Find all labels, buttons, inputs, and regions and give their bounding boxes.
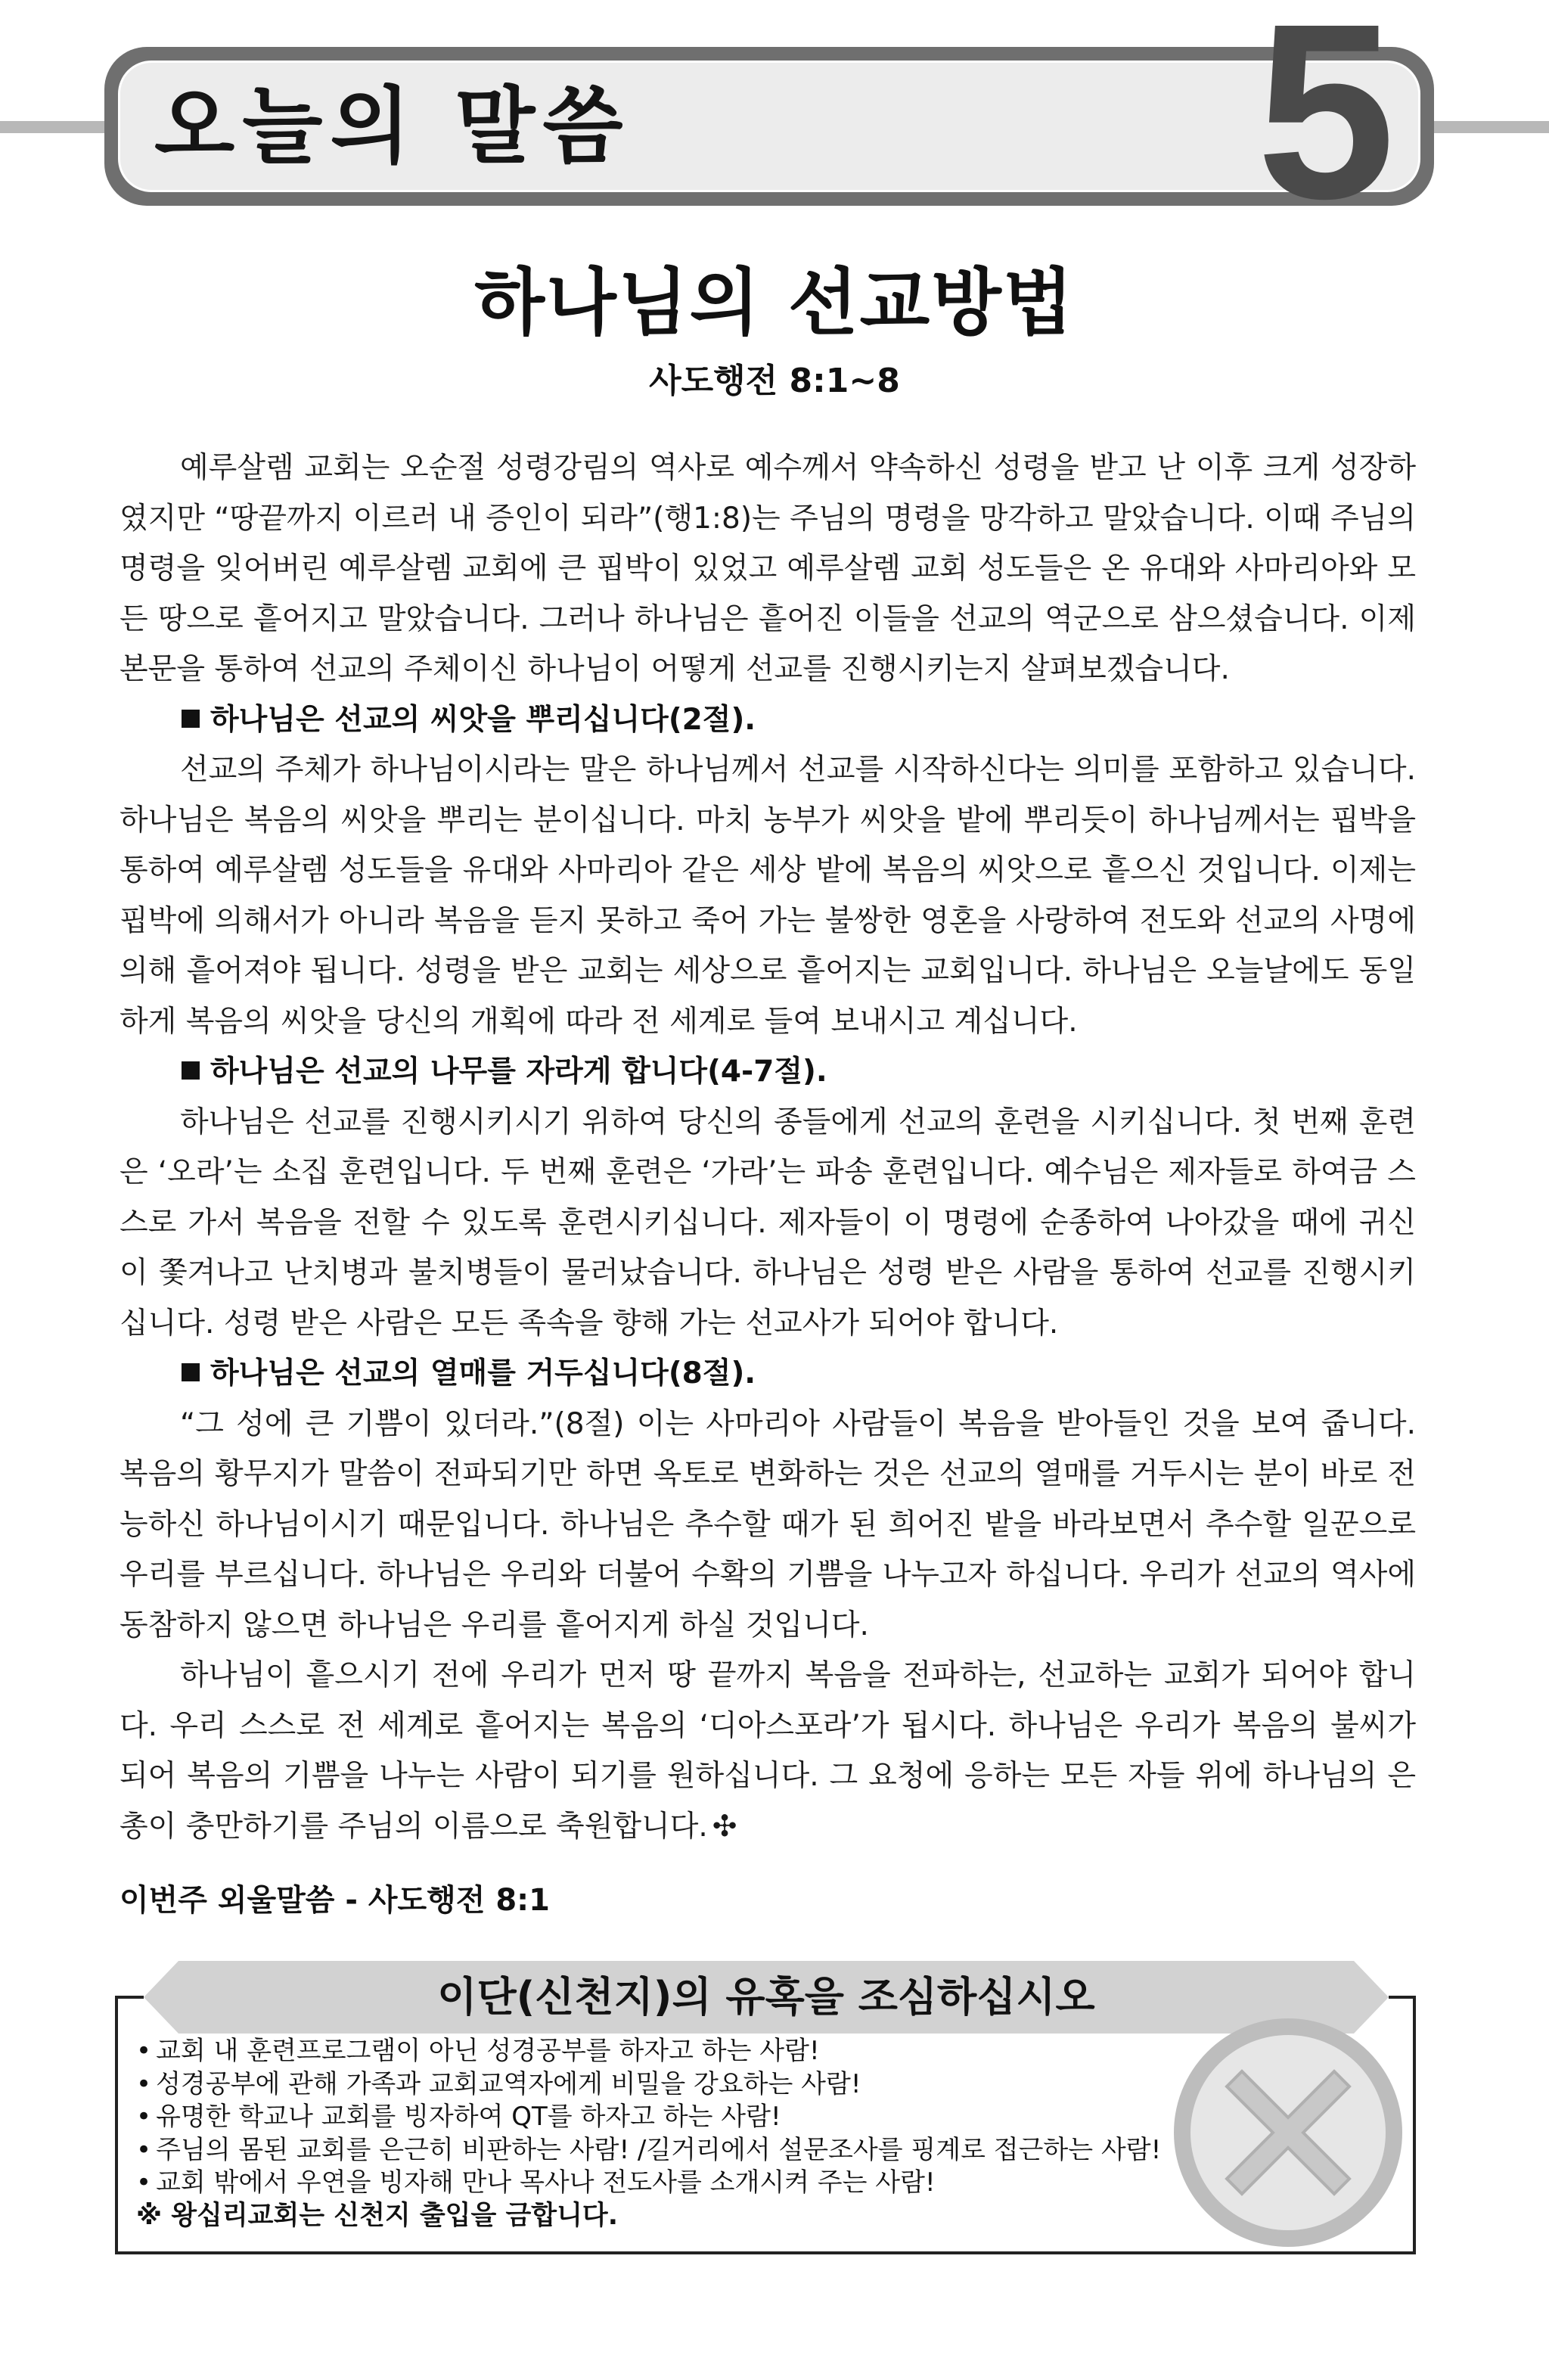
- end-ornament-icon: ✣: [712, 1809, 737, 1844]
- warning-item: • 주님의 몸된 교회를 은근히 비판하는 사람! /길거리에서 설문조사를 핑계로 접근하는 사람!: [136, 2134, 1392, 2167]
- sermon-body: [120, 443, 1416, 1852]
- scripture-reference: 사도행전 8:1~8: [649, 362, 900, 400]
- warning-item: • 성경공부에 관해 가족과 교회교역자에게 비밀을 강요하는 사람!: [136, 2068, 1392, 2102]
- point-heading-text: 하나님은 선교의 나무를 자라게 합니다(4-7절).: [210, 1055, 827, 1089]
- point-heading-text: 하나님은 선교의 씨앗을 뿌리십니다(2절).: [210, 702, 756, 737]
- warning-item: • 교회 내 훈련프로그램이 아닌 성경공부를 하자고 하는 사람!: [136, 2035, 1392, 2068]
- point-paragraph: 선교의 주체가 하나님이시라는 말은 하나님께서 선교를 시작하신다는 의미를 포함하고 있습니다. 하나님은 복음의 씨앗을 뿌리는 분이십니다. 마치 농부가 씨앗을 밭에 뿌리듯이 하나님께서는 핍박을 통하여 예루살렘 성도들을 유대와 사마리아 같은 세상 밭에 복음의 씨앗으로 흩으신 것입니다. 이제는 핍박에 의해서가 아니라 복음을 듣지 못하고 죽어 가는 불쌍한 영혼을 사랑하여 전도와 선교의 사명에 의해 흩어져야 됩니다. 성령을 받은 교회는 세상으로 흩어지는 교회입니다. 하나님은 오늘날에도 동일하게 복음의 씨앗을 당신의 개획에 따라 전 세계로 들여 보내시고 계십니다.: [120, 753, 1416, 1039]
- point-paragraph: 하나님은 선교를 진행시키시기 위하여 당신의 종들에게 선교의 훈련을 시키십니다. 첫 번째 훈련은 ‘오라’는 소집 훈련입니다. 두 번째 훈련은 ‘가라’는 파송 훈련입니다. 예수님은 제자들로 하여금 스스로 가서 복음을 전할 수 있도록 훈련시키십니다. 제자들이 이 명령에 순종하여 나아갔을 때에 귀신이 쫓겨나고 난치병과 불치병들이 물러났습니다. 하나님은 성령 받은 사람을 통하여 선교를 진행시키십니다. 성령 받은 사람은 모든 족속을 향해 가는 선교사가 되어야 합니다.: [120, 1105, 1416, 1341]
- square-bullet-icon: [182, 1061, 200, 1080]
- warning-item: • 유명한 학교나 교회를 빙자하여 QT를 하자고 하는 사람!: [136, 2101, 1392, 2134]
- square-bullet-icon: [182, 710, 200, 728]
- section-number: 5: [1256, 0, 1391, 250]
- point-heading: [120, 695, 1416, 746]
- warning-list: [136, 2035, 1392, 2232]
- point-paragraph: “그 성에 큰 기쁨이 있더라.”(8절) 이는 사마리아 사람들이 복음을 받아들인 것을 보여 줍니다. 복음의 황무지가 말씀이 전파되기만 하면 옥토로 변화하는 것은 선교의 열매를 거두시는 분이 바로 전능하신 하나님이시기 때문입니다. 하나님은 추수할 때가 된 희어진 밭을 바라보면서 추수할 일꾼으로 우리를 부르십니다. 하나님은 우리와 더불어 수확의 기쁨을 나누고자 하십니다. 우리가 선교의 역사에 동참하지 않으면 하나님은 우리를 흩어지게 하실 것입니다.: [120, 1406, 1416, 1642]
- sermon-title: 하나님의 선교방법: [474, 260, 1075, 345]
- section-title: 오늘의 말씀: [154, 78, 631, 175]
- point-heading-text: 하나님은 선교의 열매를 거두십니다(8절).: [210, 1356, 756, 1390]
- point-heading: [120, 1349, 1416, 1400]
- square-bullet-icon: [182, 1363, 200, 1381]
- warning-notice: ※ 왕십리교회는 신천지 출입을 금합니다.: [136, 2200, 619, 2231]
- warning-box-top-right: [1389, 1996, 1416, 1999]
- weekly-memory-verse: 이번주 외울말씀 - 사도행전 8:1: [120, 1883, 551, 1918]
- conclusion-text: 하나님이 흩으시기 전에 우리가 먼저 땅 끝까지 복음을 전파하는, 선교하는 교회가 되어야 합니다. 우리 스스로 전 세계로 흩어지는 복음의 ‘디아스포라’가 됩시다. 하나님은 우리가 복음의 불씨가 되어 복음의 기쁨을 나누는 사람이 되기를 원하십니다. 그 요청에 응하는 모든 자들 위에 하나님의 은총이 충만하기를 주님의 이름으로 축원합니다.: [120, 1658, 1416, 1844]
- warning-box-top-left: [115, 1996, 144, 1999]
- intro-paragraph: 예루살렘 교회는 오순절 성령강림의 역사로 예수께서 약속하신 성령을 받고 난 이후 크게 성장하였지만 “땅끝까지 이르러 내 증인이 되라”(행1:8)는 주님의 명령을 망각하고 말았습니다. 이때 주님의 명령을 잊어버린 예루살렘 교회에 큰 핍박이 있었고 예루살렘 교회 성도들은 온 유대와 사마리아와 모든 땅으로 흩어지고 말았습니다. 그러나 하나님은 흩어진 이들을 선교의 역군으로 삼으셨습니다. 이제 본문을 통하여 선교의 주체이신 하나님이 어떻게 선교를 진행시키는지 살펴보겠습니다.: [120, 451, 1416, 686]
- warning-title: 이단(신천지)의 유혹을 조심하십시오: [437, 1973, 1095, 2021]
- conclusion-paragraph: [120, 1651, 1416, 1852]
- warning-item: • 교회 밖에서 우연을 빙자해 만나 목사나 전도사를 소개시켜 주는 사람!: [136, 2167, 1392, 2200]
- point-heading: [120, 1047, 1416, 1098]
